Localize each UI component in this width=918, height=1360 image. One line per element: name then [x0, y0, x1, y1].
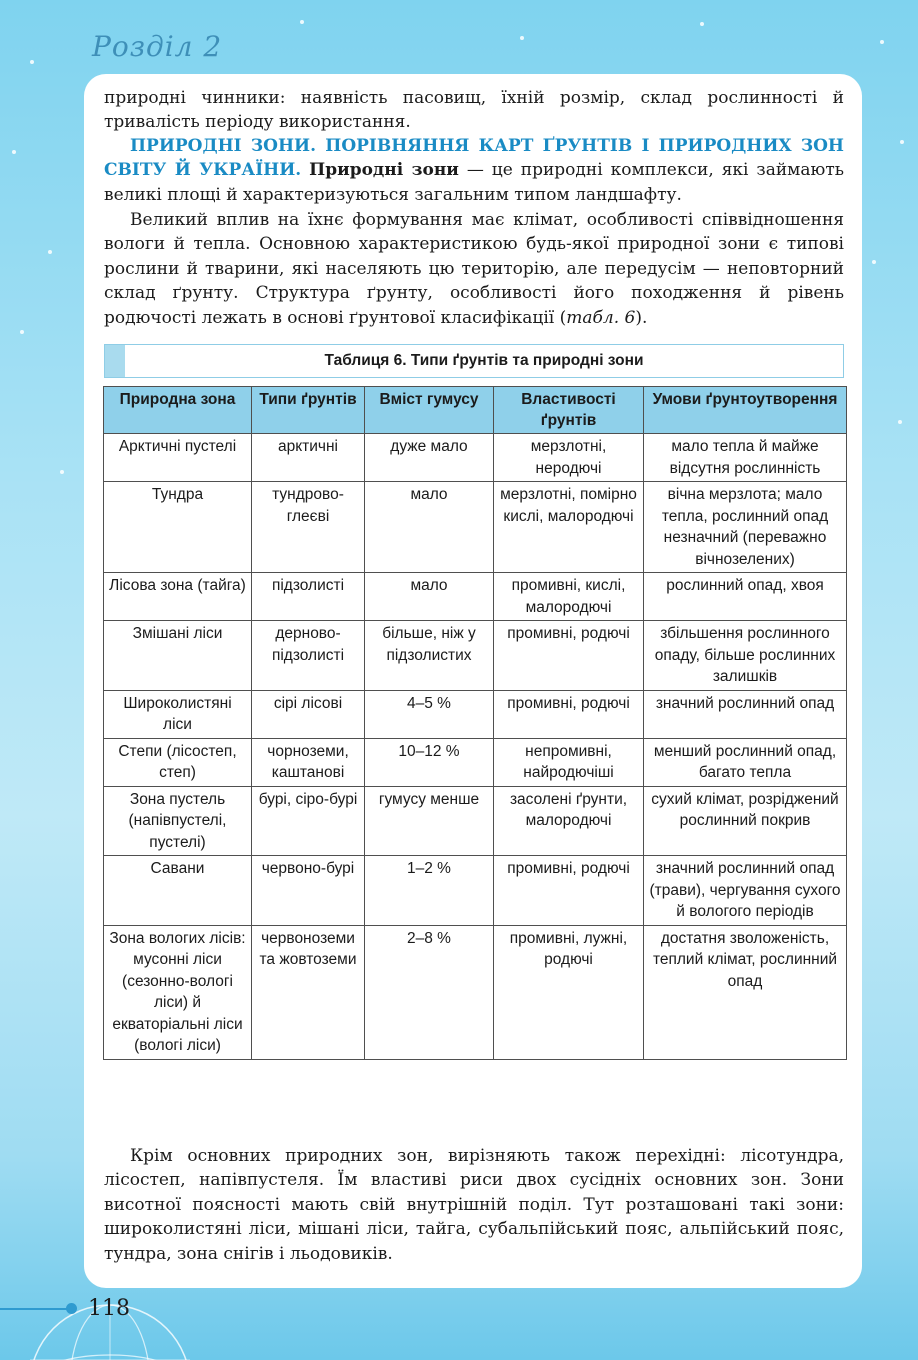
background-sparkle — [880, 40, 884, 44]
table-cell: мало тепла й майже відсутня рослинність — [644, 434, 847, 482]
table-cell: значний рослинний опад (трави), чергування сухого й вологого періодів — [644, 856, 847, 926]
table-cell: Тундра — [104, 482, 252, 573]
header-soil-properties: Властивості ґрунтів — [494, 387, 644, 434]
table-cell: бурі, сіро-бурі — [252, 786, 365, 856]
table-header-row — [104, 387, 847, 434]
table-cell: достатня зволоженість, теплий клімат, рослинний опад — [644, 925, 847, 1059]
background-sparkle — [900, 140, 904, 144]
background-sparkle — [30, 60, 34, 64]
table-row — [104, 434, 847, 482]
paragraph-transitional-zones: Крім основних природних зон, вирізняють також перехідні: лісотундра, лісостеп, напівпустеля. Їм властиві риси двох сусідніх основних зон. Зони висотної поясності мають свій внутрішній поділ. Тут розташовані такі зони: широколистяні ліси, мішані ліси, тайга, субальпійський пояс, альпійський пояс, тундра, зона снігів і льодовиків. — [104, 1146, 844, 1264]
table-row — [104, 690, 847, 738]
table-cell: 2–8 % — [365, 925, 494, 1059]
table-reference: табл. 6 — [566, 307, 636, 328]
page-number-line — [0, 1308, 72, 1310]
table-cell: мерзлотні, неродючі — [494, 434, 644, 482]
table-cell: Арктичні пустелі — [104, 434, 252, 482]
table-cell: менший рослинний опад, багато тепла — [644, 738, 847, 786]
table-cell: промивні, лужні, родючі — [494, 925, 644, 1059]
table-cell: промивні, родючі — [494, 690, 644, 738]
table-cell: промивні, кислі, малородючі — [494, 573, 644, 621]
table-row — [104, 482, 847, 573]
table-row — [104, 925, 847, 1059]
table-cell: 1–2 % — [365, 856, 494, 926]
soils-table — [103, 386, 847, 1060]
header-humus-content: Вміст гумусу — [365, 387, 494, 434]
table-cell: червоно-бурі — [252, 856, 365, 926]
table-row — [104, 573, 847, 621]
table-cell: гумусу менше — [365, 786, 494, 856]
table-row — [104, 856, 847, 926]
table-cell: Степи (лісостеп, степ) — [104, 738, 252, 786]
table-cell: тундрово-глеєві — [252, 482, 365, 573]
background-sparkle — [300, 20, 304, 24]
table-cell: Змішані ліси — [104, 621, 252, 691]
term-natural-zones: Природні зони — [309, 160, 459, 181]
definition-text: — це природні комплекси, які займають великі площі й характеризуються загальним типом ландшафту. — [104, 160, 844, 205]
table-cell: Зона вологих лісів: мусонні ліси (сезонно-вологі ліси) й екваторіальні ліси (вологі ліси) — [104, 925, 252, 1059]
paragraph-intro: природні чинники: наявність пасовищ, їхній розмір, склад рослинності й тривалість періоду використання. — [104, 88, 844, 133]
table-cell: Савани — [104, 856, 252, 926]
table-caption-bar — [104, 344, 844, 378]
table-cell: Лісова зона (тайга) — [104, 573, 252, 621]
background-sparkle — [700, 22, 704, 26]
table-row — [104, 738, 847, 786]
table-caption: Таблиця 6. Типи ґрунтів та природні зони — [324, 352, 644, 369]
background-sparkle — [20, 330, 24, 334]
table-cell: більше, ніж у підзолистих — [365, 621, 494, 691]
paragraph-climate-text: Великий вплив на їхнє формування має клімат, особливості співвідношення вологи й тепла. Основною характеристикою будь-якої природної зони є типові рослини й тварини, які населяють цю територію, але передусім — неповторний склад ґрунту. Структура ґрунту, особливості його походження й рівень родючості лежать в основі ґрунтової класифікації ( — [104, 210, 844, 328]
table-row — [104, 621, 847, 691]
table-cell: мерзлотні, помірно кислі, малородючі — [494, 482, 644, 573]
section-heading: ПРИРОДНІ ЗОНИ. ПОРІВНЯННЯ КАРТ ҐРУНТІВ І ПРИРОДНИХ ЗОН СВІТУ Й УКРАЇНИ. — [104, 136, 844, 181]
table-cell: дерново-підзолисті — [252, 621, 365, 691]
background-sparkle — [60, 470, 64, 474]
page-number-dot — [66, 1303, 77, 1314]
table-cell: значний рослинний опад — [644, 690, 847, 738]
table-cell: червоноземи та жовтоземи — [252, 925, 365, 1059]
table-cell: мало — [365, 482, 494, 573]
table-cell: сухий клімат, розріджений рослинний покрив — [644, 786, 847, 856]
table-cell: 10–12 % — [365, 738, 494, 786]
paragraph-climate-end: ). — [635, 307, 648, 328]
table-cell: промивні, родючі — [494, 856, 644, 926]
table-cell: збільшення рослинного опаду, більше рослинних залишків — [644, 621, 847, 691]
table-cell: засолені ґрунти, малородючі — [494, 786, 644, 856]
paragraph-natural-zones — [104, 134, 844, 207]
chapter-label: Розділ 2 — [92, 30, 223, 63]
table-cell: підзолисті — [252, 573, 365, 621]
table-cell: промивні, родючі — [494, 621, 644, 691]
table-cell: дуже мало — [365, 434, 494, 482]
table-cell: Широколистяні ліси — [104, 690, 252, 738]
table-cell: арктичні — [252, 434, 365, 482]
caption-strip — [105, 345, 125, 377]
table-cell: мало — [365, 573, 494, 621]
table-cell: чорноземи, каштанові — [252, 738, 365, 786]
paragraph-climate — [104, 208, 844, 330]
header-soil-types: Типи ґрунтів — [252, 387, 365, 434]
table-cell: сірі лісові — [252, 690, 365, 738]
background-sparkle — [898, 420, 902, 424]
table-cell: Зона пустель (напівпустелі, пустелі) — [104, 786, 252, 856]
page-number: 118 — [88, 1296, 130, 1321]
table-cell: непромивні, найродючіші — [494, 738, 644, 786]
background-sparkle — [520, 36, 524, 40]
background-sparkle — [12, 150, 16, 154]
background-sparkle — [48, 250, 52, 254]
table-cell: 4–5 % — [365, 690, 494, 738]
background-sparkle — [872, 260, 876, 264]
table-cell: вічна мерзлота; мало тепла, рослинний опад незначний (переважно вічнозелених) — [644, 482, 847, 573]
table-cell: рослинний опад, хвоя — [644, 573, 847, 621]
header-formation-conditions: Умови ґрунтоутворення — [644, 387, 847, 434]
header-natural-zone: Природна зона — [104, 387, 252, 434]
table-row — [104, 786, 847, 856]
